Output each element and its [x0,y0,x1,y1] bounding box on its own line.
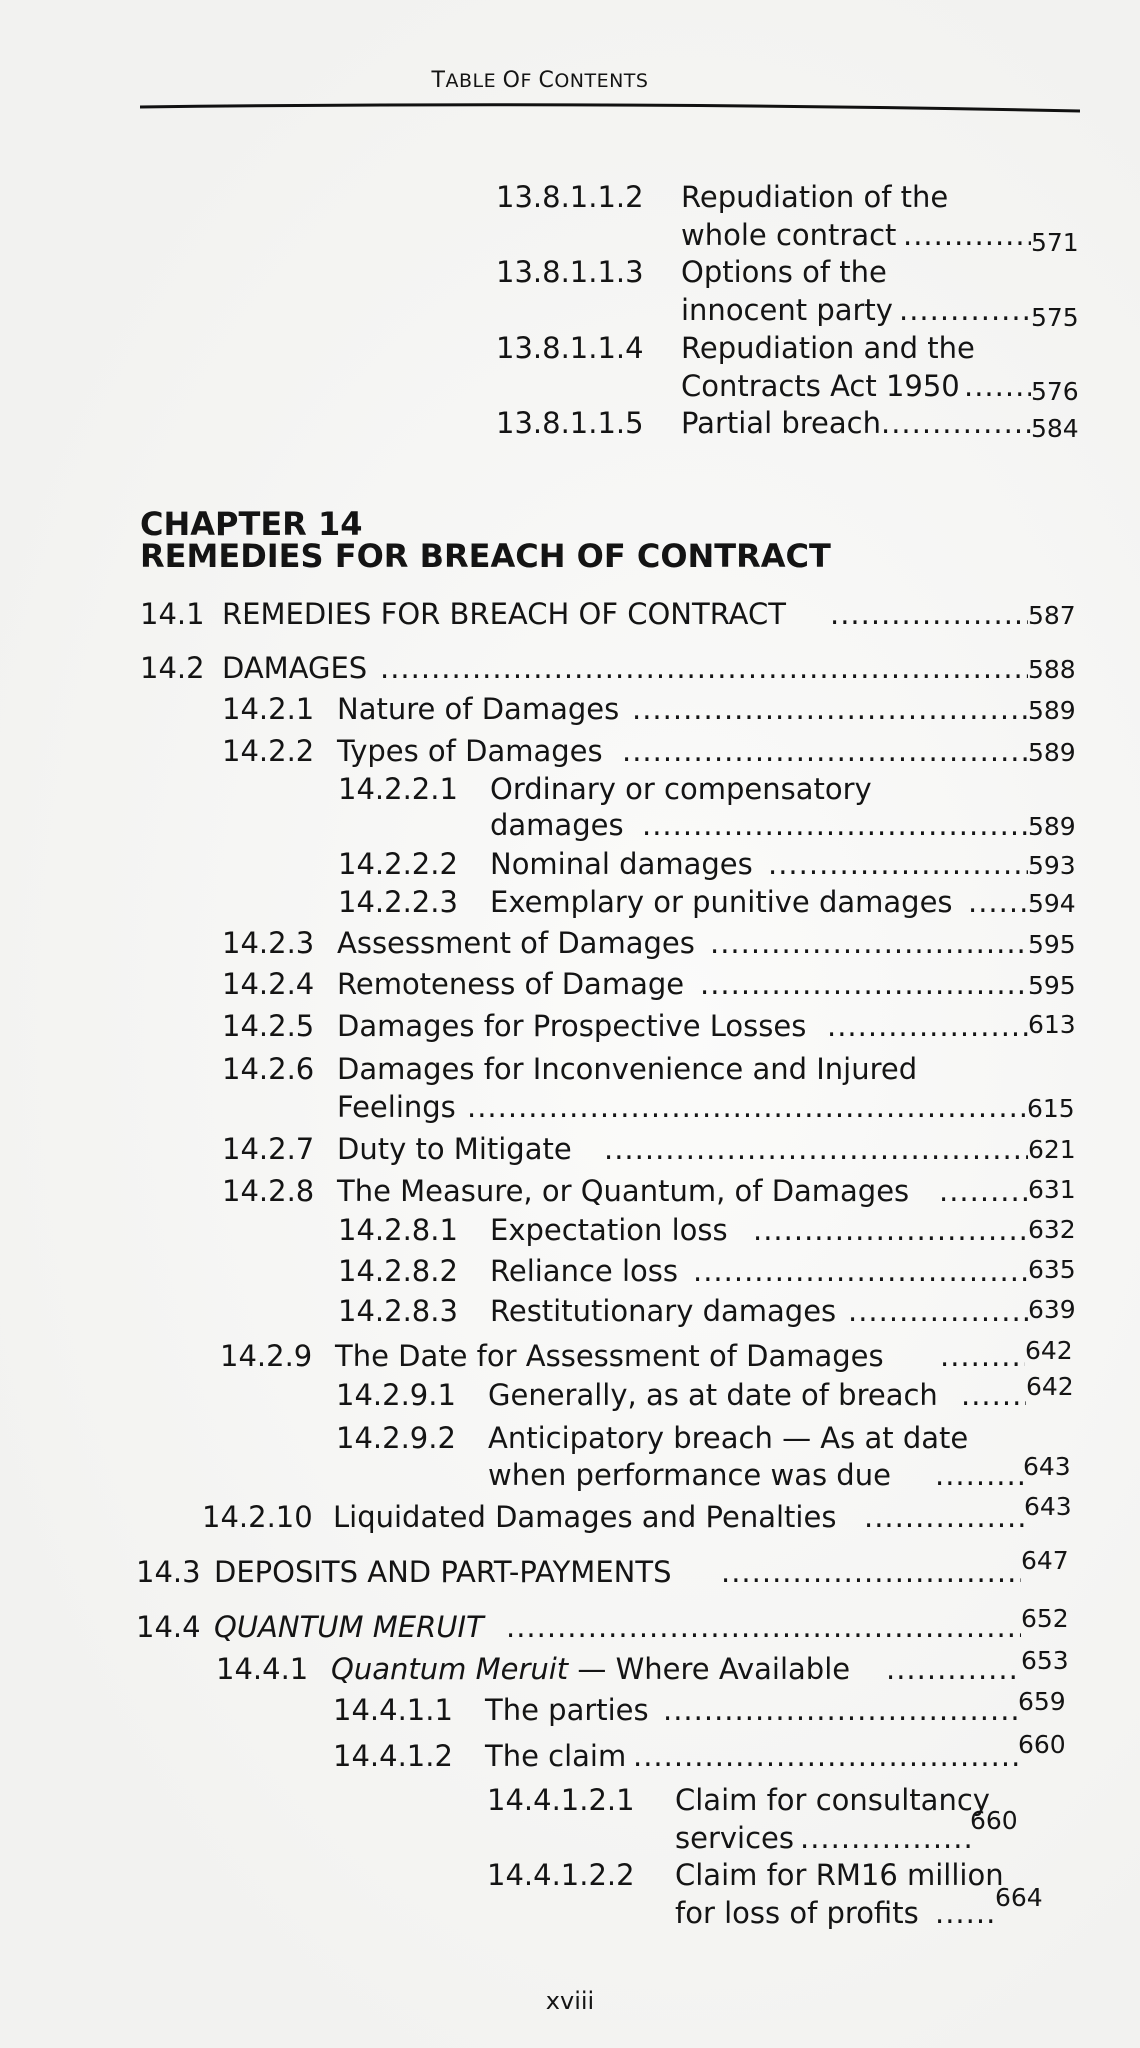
running-head-text: TABLE OF CONTENTS [431,68,649,93]
page-folio: xviii [545,1987,595,2015]
chapter-title: REMEDIES FOR BREACH OF CONTRACT [140,537,831,575]
chapter-number: CHAPTER 14 [140,505,363,543]
header-rule [140,103,1080,113]
book-page: TABLE OF CONTENTS 13.8.1.1.2 Repudiation of the whole contract ..... 571 13.8.1.1.3 Options of the innocent party ..... 575 13.8.1.1.4 Repudiation and the Contracts Act 1950 ..... 576 13.8.1.1.5 Partial breach ..... 584 CHAPTER 14 REMEDIES FOR BREACH OF CONTRACT 14.1 REMEDIES FOR BREACH OF CONTRACT ..... 587 14.2 DAMAGES ..... 588 14.2.1 Nature of Damages ..... 589 14.2.2 Types of Damages ..... 589 14.2.2.1 Ordinary or compensatory damages ..... 589 14.2.2.2 Nominal damages ..... 593 14.2.2.3 Exemplary or punitive damages ..... 594 14.2.3 Assessment of Damages ..... 595 14.2.4 Remoteness of Damage ..... 595 14.2.5 Damages for Prospective Losses ..... 613 14.2.6 Damages for Inconvenience and Injured Feelings ..... 615 14.2.7 Duty to Mitigate ..... 621 14.2.8 The Measure, or Quantum, of Damages ..... 631 14.2.8.1 Expectation loss ..... 632 14.2.8.2 Reliance loss ..... 635 14.2.8.3 Restitutionary damages ..... 639 14.2.9 The Date for Assessment of Damages ..... 642 14.2.9.1 Generally, as at date of breach ..... 642 14.2.9.2 Anticipatory breach — As at date when performance was due ..... 643 14.2.10 Liquidated Damages and Penalties ..... 643 14.3 DEPOSITS AND PART-PAYMENTS ..... 647 14.4 QUANTUM MERUIT ..... 652 14.4.1 Quantum Meruit — Where Available ..... 653 14.4.1.1 The parties ..... 659 14.4.1.2 The claim ..... 660 14.4.1.2.1 Claim for consultancy services ..... 660 14.4.1.2.2 Claim for RM16 million for loss of profits ..... 664 xviii [0,0,1140,2048]
running-head [0,68,1080,93]
